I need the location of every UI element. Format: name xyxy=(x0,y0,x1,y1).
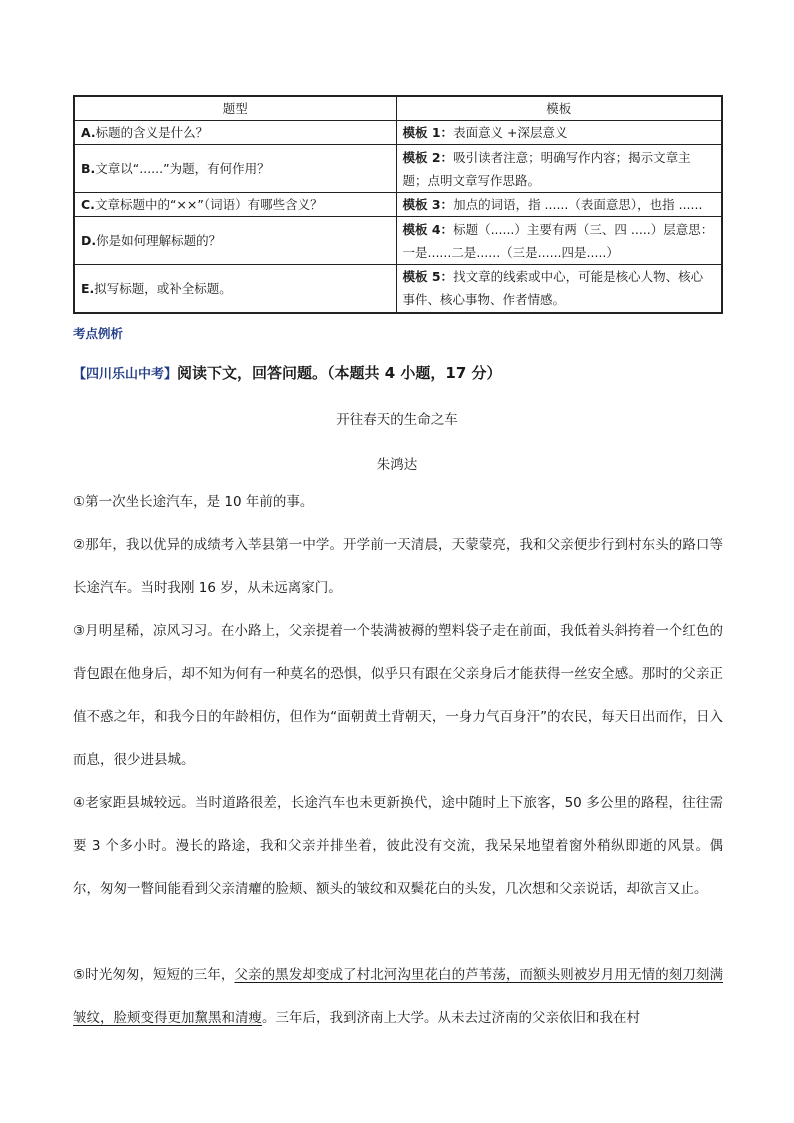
paragraph-2: ②那年，我以优异的成绩考入莘县第一中学。开学前一天清晨，天蒙蒙亮，我和父亲便步行到村东头的路口等长途汽车。当时我刚 16 岁，从未远离家门。 xyxy=(73,537,723,596)
question-cell: B.文章以“......”为题，有何作用？ xyxy=(74,145,396,193)
paragraph-4: ④老家距县城较远。当时道路很差，长途汽车也未更新换代，途中随时上下旅客，50 多公里的路程，往往需要 3 个多小时。漫长的路途，我和父亲并排坐着，彼此没有交流，我呆呆地望着窗外稍纵即逝的风景。偶尔，匆匆一瞥间能看到父亲清癯的脸颊、额头的皱纹和双鬓花白的头发，几次想和父亲说话，却欲言又止。 xyxy=(73,795,723,897)
paragraph-3: ③月明星稀，凉风习习。在小路上，父亲提着一个装满被褥的塑料袋子走在前面，我低着头斜挎着一个红色的背包跟在他身后，却不知为何有一种莫名的恐惧，似乎只有跟在父亲身后才能获得一丝安全感。那时的父亲正值不惑之年，和我今日的年龄相仿，但作为“面朝黄土背朝天，一身力气百身汗”的农民，每天日出而作，日入而息，很少进县城。 xyxy=(73,623,723,768)
paragraph-1: ①第一次坐长途汽车，是 10 年前的事。 xyxy=(73,494,314,510)
question-instruction: 阅读下文，回答问题。（本题共 4 小题，17 分） xyxy=(177,364,502,382)
table-row xyxy=(74,193,722,217)
question-source: 【四川乐山中考】 xyxy=(73,367,178,382)
header-question-type: 题型 xyxy=(74,96,396,121)
question-cell: D.你是如何理解标题的？ xyxy=(74,217,396,265)
header-template: 模板 xyxy=(396,96,722,121)
section-title: 考点例析 xyxy=(73,326,124,341)
template-cell: 模板 5：找文章的线索或中心，可能是核心人物、核心事件、核心事物、作者情感。 xyxy=(396,265,722,313)
paragraph-5: ⑤时光匆匆，短短的三年，父亲的黑发却变成了村北河沟里花白的芦苇荡，而额头则被岁月用无情的刻刀刻满皱纹，脸颊变得更加黧黑和清瘦。三年后，我到济南上大学。从未去过济南的父亲依旧和我在村 xyxy=(73,967,723,1026)
question-cell: A.标题的含义是什么？ xyxy=(74,121,396,145)
template-cell: 模板 1：表面意义 +深层意义 xyxy=(396,121,722,145)
table-row xyxy=(74,145,722,193)
table-header-row xyxy=(74,96,722,121)
table-row xyxy=(74,217,722,265)
article-author: 朱鸿达 xyxy=(376,457,418,473)
template-cell: 模板 2：吸引读者注意；明确写作内容；揭示文章主题；点明文章写作思路。 xyxy=(396,145,722,193)
question-intro xyxy=(73,362,502,383)
question-cell: C.文章标题中的“××”（词语）有哪些含义？ xyxy=(74,193,396,217)
table-row xyxy=(74,121,722,145)
article-title: 开往春天的生命之车 xyxy=(336,412,458,428)
underlined-sentence: 父亲的黑发却变成了村北河沟里花白的芦苇荡，而额头则被岁月用无情的刻刀刻满皱纹，脸颊变得更加黧黑和清瘦 xyxy=(73,967,723,1026)
table-row xyxy=(74,265,722,313)
question-cell: E.拟写标题，或补全标题。 xyxy=(74,265,396,313)
template-cell: 模板 3：加点的词语，指 ......（表面意思），也指 ...... xyxy=(396,193,722,217)
template-table xyxy=(73,95,723,314)
template-cell: 模板 4：标题（......）主要有两（三、四 .....）层意思：一是......二是......（三是......四是.....） xyxy=(396,217,722,265)
